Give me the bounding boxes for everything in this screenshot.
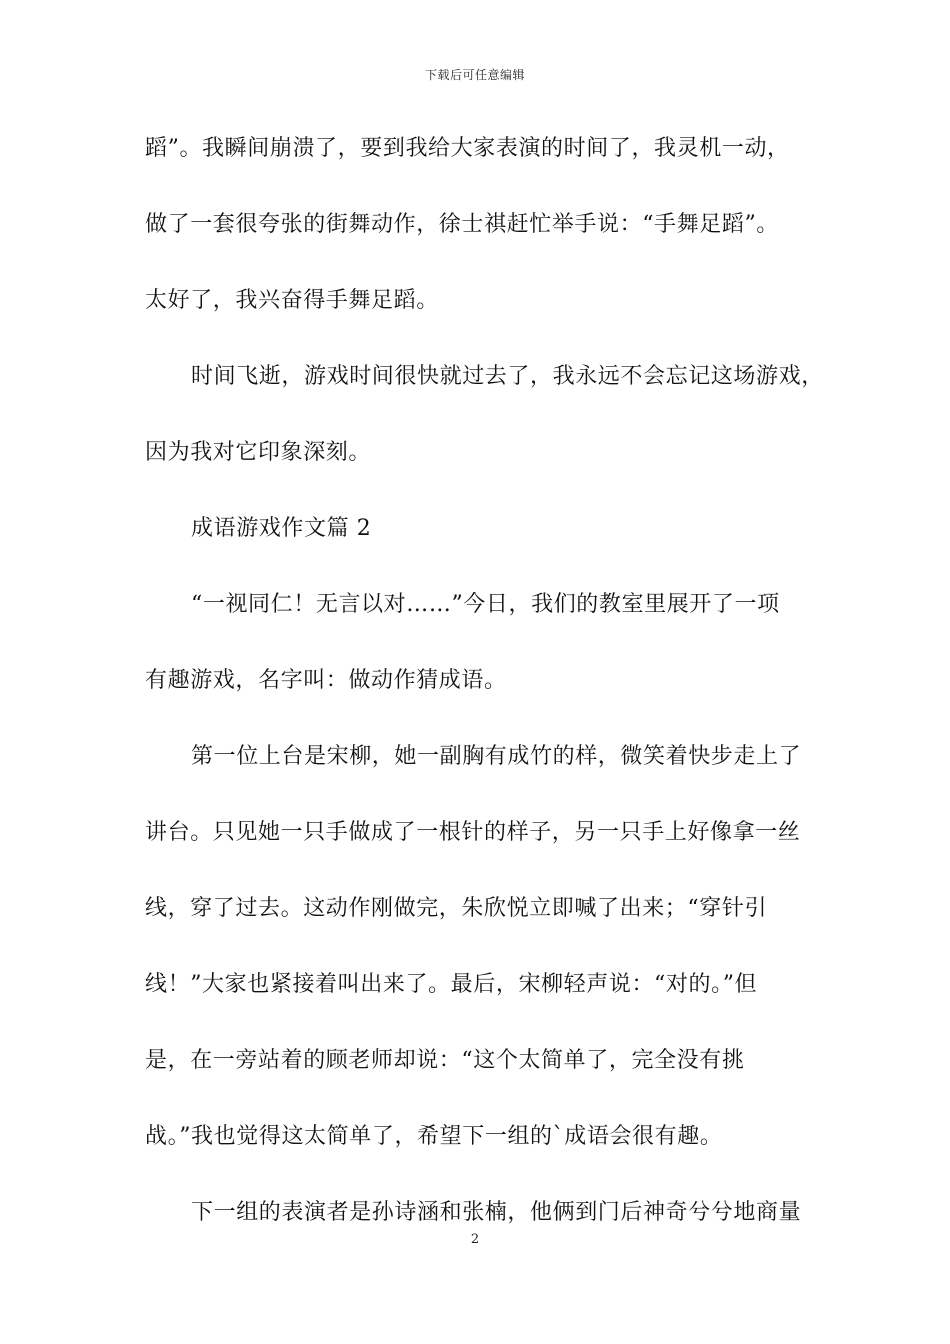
text-line: 成语游戏作文篇 2 bbox=[191, 516, 372, 541]
text-line: 线，穿了过去。这动作刚做完，朱欣悦立即喊了出来；“穿针引 bbox=[145, 896, 768, 921]
text-line: 第一位上台是宋柳，她一副胸有成竹的样，微笑着快步走上了 bbox=[191, 744, 802, 769]
text-line: 讲台。只见她一只手做成了一根针的样子，另一只手上好像拿一丝 bbox=[145, 820, 801, 845]
text-line: 线！”大家也紧接着叫出来了。最后，宋柳轻声说：“对的。”但 bbox=[145, 972, 758, 997]
text-line: 做了一套很夸张的街舞动作，徐士祺赶忙举手说：“手舞足蹈”。 bbox=[145, 212, 779, 237]
page-header: 下载后可任意编辑 bbox=[424, 68, 525, 82]
text-line: 时间飞逝，游戏时间很快就过去了，我永远不会忘记这场游戏， bbox=[191, 364, 824, 389]
text-line: 是，在一旁站着的顾老师却说：“这个太简单了，完全没有挑 bbox=[145, 1048, 745, 1073]
text-line: 蹈”。我瞬间崩溃了，要到我给大家表演的时间了，我灵机一动， bbox=[145, 136, 790, 161]
text-line: 太好了，我兴奋得手舞足蹈。 bbox=[145, 288, 439, 313]
text-line: 战。”我也觉得这太简单了，希望下一组的`成语会很有趣。 bbox=[145, 1124, 723, 1149]
text-line: 有趣游戏，名字叫：做动作猜成语。 bbox=[145, 668, 507, 693]
text-line: “一视同仁！无言以对……”今日，我们的教室里展开了一项 bbox=[191, 592, 780, 617]
body-text bbox=[145, 130, 824, 1270]
text-line: 因为我对它印象深刻。 bbox=[145, 440, 372, 465]
text-line: 下一组的表演者是孙诗涵和张楠，他俩到门后神奇兮兮地商量 bbox=[191, 1200, 802, 1225]
page-number: 2 bbox=[470, 1232, 480, 1247]
